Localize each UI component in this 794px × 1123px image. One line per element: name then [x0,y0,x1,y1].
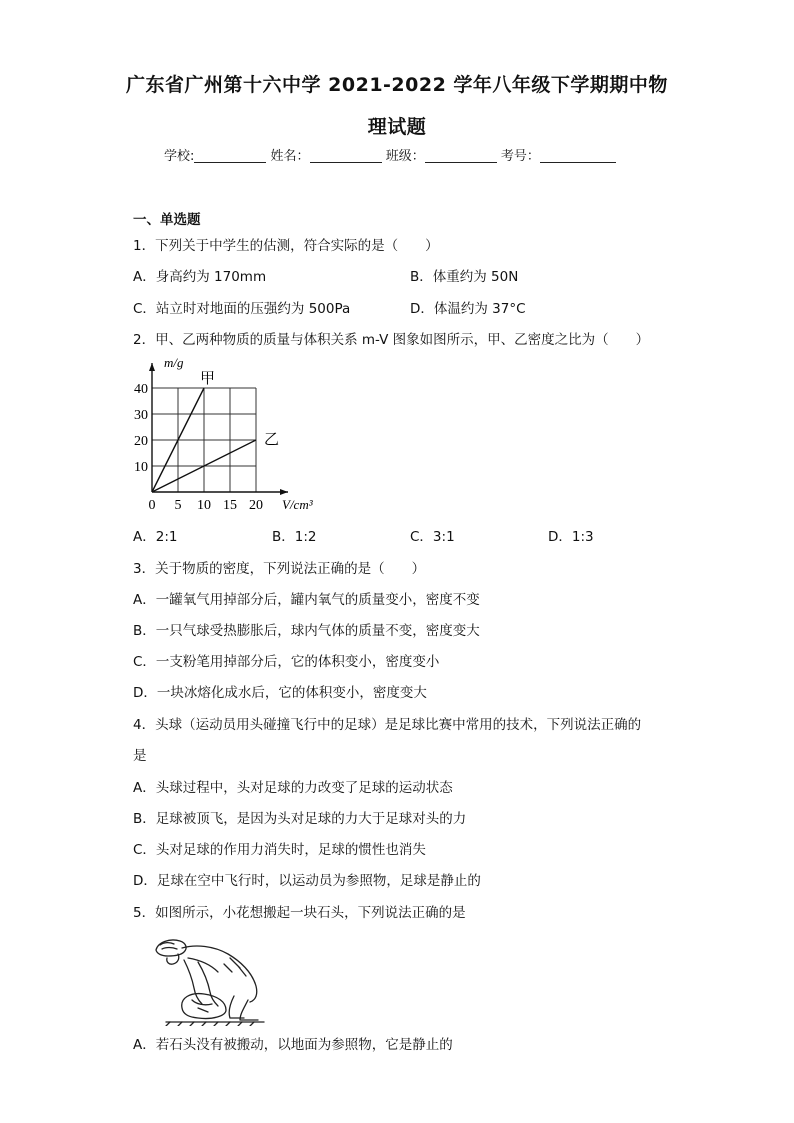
q1-option-b[interactable]: B．体重约为 50N [410,269,519,285]
q4-option-a[interactable]: A．头球过程中，头对足球的力改变了足球的运动状态 [133,780,453,796]
q3-option-a[interactable]: A．一罐氧气用掉部分后，罐内氧气的质量变小，密度不变 [133,592,480,608]
x-tick-label: 10 [197,498,211,513]
x-tick-label: 20 [249,498,263,513]
school-blank[interactable] [194,149,266,163]
mass-volume-chart [128,355,328,515]
q2-stem: 2．甲、乙两种物质的质量与体积关系 m-V 图象如图所示，甲、乙密度之比为（ ） [133,332,650,348]
q4-option-d[interactable]: D．足球在空中飞行时，以运动员为参照物，足球是静止的 [133,873,481,889]
q3-option-b[interactable]: B．一只气球受热膨胀后，球内气体的质量不变，密度变大 [133,623,480,639]
x-tick-label: 5 [174,498,182,513]
school-label: 学校: [164,149,195,164]
paper-title-line1: 广东省广州第十六中学 2021-2022 学年八年级下学期期中物 [126,74,668,96]
exam-number-blank[interactable] [540,149,616,163]
x-axis-label: V/cm³ [282,497,313,512]
y-tick-label: 10 [134,460,148,475]
class-blank[interactable] [425,149,497,163]
student-info-row [164,145,616,164]
y-tick-label: 30 [134,408,148,423]
q2-option-b[interactable]: B．1:2 [272,529,317,545]
x-tick-label: 15 [223,498,237,513]
chart-ticks [134,382,263,513]
chart-grid [152,388,256,492]
y-tick-label: 40 [134,382,148,397]
series-label: 甲 [200,369,216,387]
q1-option-a[interactable]: A．身高约为 170mm [133,269,267,285]
q1-option-c[interactable]: C．站立时对地面的压强约为 500Pa [133,301,351,317]
x-tick-label: 0 [148,498,156,513]
q4-stem-line2: 是 [133,748,147,764]
q4-option-c[interactable]: C．头对足球的作用力消失时，足球的惯性也消失 [133,842,426,858]
q3-option-d[interactable]: D．一块冰熔化成水后，它的体积变小，密度变大 [133,685,427,701]
y-axis-label: m/g [164,355,184,370]
chart-series [152,369,279,492]
q2-option-c[interactable]: C．3:1 [410,529,455,545]
class-label: 班级： [385,149,425,164]
q5-option-a[interactable]: A．若石头没有被搬动，以地面为参照物，它是静止的 [133,1037,453,1053]
q1-stem: 1．下列关于中学生的估测，符合实际的是（ ） [133,238,439,254]
q1-option-d[interactable]: D．体温约为 37°C [410,301,526,317]
q2-option-a[interactable]: A．2:1 [133,529,178,545]
q2-option-d[interactable]: D．1:3 [548,529,594,545]
x-axis-arrow [280,489,288,495]
name-blank[interactable] [310,149,382,163]
q4-option-b[interactable]: B．足球被顶飞，是因为头对足球的力大于足球对头的力 [133,811,467,827]
q5-stem: 5．如图所示，小花想搬起一块石头，下列说法正确的是 [133,905,466,921]
q3-stem: 3．关于物质的密度，下列说法正确的是（ ） [133,561,426,577]
exam-number-label: 考号： [500,149,540,164]
q4-stem-line1: 4．头球（运动员用头碰撞飞行中的足球）是足球比赛中常用的技术，下列说法正确的 [133,717,642,733]
series-label: 乙 [264,430,280,448]
q3-option-c[interactable]: C．一支粉笔用掉部分后，它的体积变小，密度变小 [133,654,440,670]
paper-title-line2: 理试题 [367,116,427,138]
person-lifting-stone-illustration [148,936,270,1026]
y-tick-label: 20 [134,434,148,449]
y-axis-arrow [149,363,155,371]
chart-axes [149,363,288,495]
section-title: 一、单选题 [133,212,201,228]
name-label: 姓名： [270,149,310,164]
